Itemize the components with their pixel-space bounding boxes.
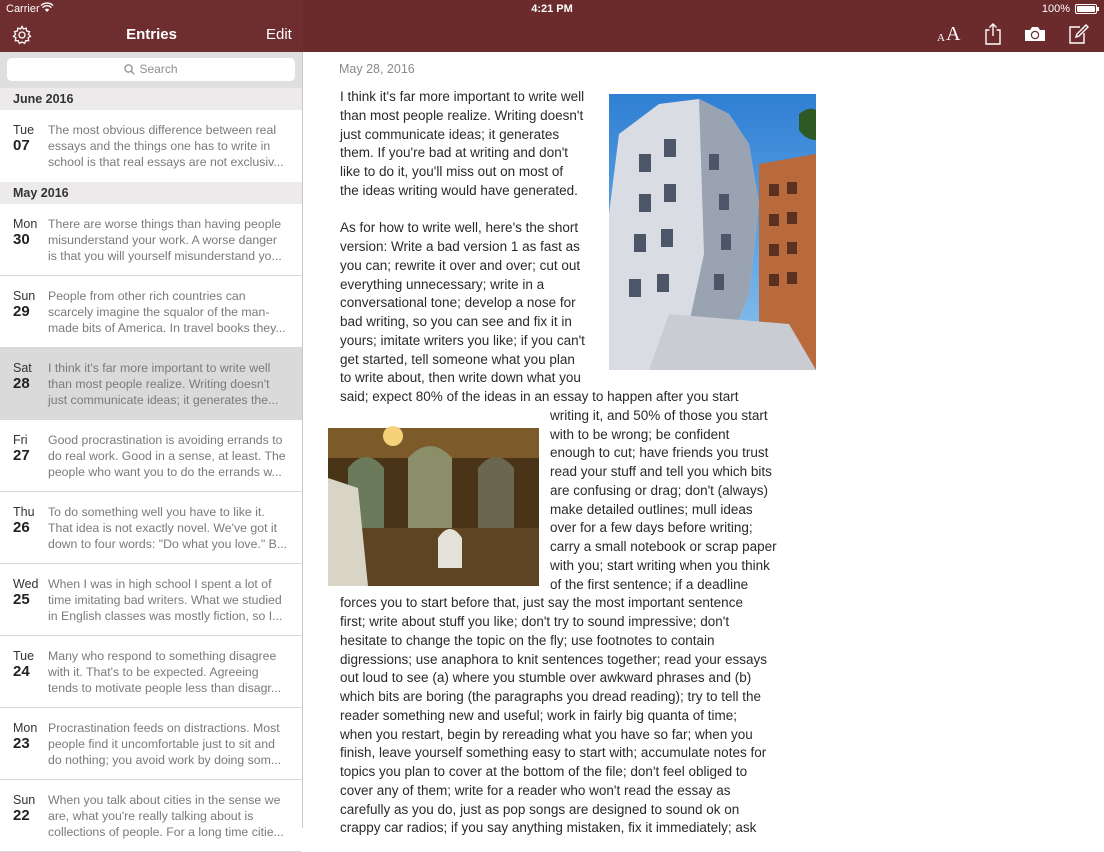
body-text-line: to write about, then write down what you xyxy=(340,370,581,386)
entry-weekday: Fri xyxy=(13,433,28,447)
body-text-line: cover any of them; write for a reader who won't read the essay as xyxy=(340,782,731,798)
body-text-line: with to be wrong; be confident xyxy=(550,426,730,442)
clock: 4:21 PM xyxy=(531,3,573,15)
entry-weekday: Sat xyxy=(13,361,32,375)
body-text-line: when you restart, begin by rereading what you have so far; when you xyxy=(340,726,753,742)
list-item[interactable] xyxy=(0,204,302,276)
entry-day: 29 xyxy=(13,303,30,320)
entry-weekday: Thu xyxy=(13,505,35,519)
body-text-line: writing it, and 50% of those you start xyxy=(550,407,768,423)
list-item[interactable] xyxy=(0,780,302,852)
list-item[interactable] xyxy=(0,420,302,492)
list-item[interactable] xyxy=(0,564,302,636)
search-placeholder: Search xyxy=(139,62,178,76)
body-text-line: digressions; use anaphora to knit sentences together; read your essays xyxy=(340,651,768,667)
entry-day: 30 xyxy=(13,231,30,248)
building-photo[interactable] xyxy=(609,94,816,370)
entry-weekday: Tue xyxy=(13,123,35,137)
body-text-line: everything unnecessary; write in a xyxy=(340,276,545,292)
list-item[interactable] xyxy=(0,636,302,708)
entry-day: 24 xyxy=(13,663,30,680)
entry-preview: When I was in high school I spent a lot of time imitating bad writers. What we studied in English classes was mostly fiction, so I... xyxy=(48,577,283,623)
entry-preview: I think it's far more important to write well than most people realize. Writing doesn't just communicate ideas; it generates the... xyxy=(48,361,279,407)
battery-percent: 100% xyxy=(1041,3,1070,15)
entry-day: 07 xyxy=(13,137,30,154)
body-text-line: forces you to start before that, just say the most important sentence xyxy=(340,595,743,611)
search-bar xyxy=(0,52,302,88)
body-text-line: first; write about stuff you like; don't try to sound impressive; don't xyxy=(340,614,730,629)
entry-day: 25 xyxy=(13,591,30,608)
entry-day: 28 xyxy=(13,375,30,392)
sidebar-title: Entries xyxy=(126,26,177,43)
carrier-label: Carrier xyxy=(6,3,40,15)
entry-day: 22 xyxy=(13,807,30,824)
entry-day: 26 xyxy=(13,519,30,536)
body-text-line: like to do it, you'll miss out on most of xyxy=(340,164,564,179)
entry-day: 27 xyxy=(13,447,30,464)
section-header: June 2016 xyxy=(0,88,302,110)
entry-preview: When you talk about cities in the sense we are, what you're really talking about is collections of people. For a long time citie... xyxy=(48,793,284,839)
entry-preview: Procrastination feeds on distractions. Most people find it uncomfortable just to sit and do nothing; you avoid work by doing som... xyxy=(48,721,282,767)
entry-detail xyxy=(304,52,1104,836)
library-photo[interactable] xyxy=(328,428,539,586)
list-item[interactable] xyxy=(0,708,302,780)
body-text-line: of the first sentence; if a deadline xyxy=(550,576,749,592)
body-text-line: bad writing, so you can see and fix it in xyxy=(340,314,572,329)
font-size-icon[interactable]: A A xyxy=(937,23,961,45)
list-item[interactable] xyxy=(0,348,302,420)
camera-icon[interactable] xyxy=(1023,22,1047,46)
body-text-line: said; expect 80% of the ideas in an essay to happen after you start xyxy=(340,389,739,404)
body-text-line: carefully as you do, just as pop songs are designed to sound ok on xyxy=(340,801,740,817)
entry-preview: Good procrastination is avoiding errands to do real work. Good in a sense, at least. The people who want you to do the errands w... xyxy=(48,433,286,479)
body-text-line: carry a small notebook or scrap paper xyxy=(550,539,777,554)
search-icon xyxy=(124,64,135,75)
entry-date: May 28, 2016 xyxy=(339,62,415,76)
body-text-line: you can; rewrite it over and over; cut out xyxy=(340,257,581,273)
body-text-line: topics you plan to cover at the bottom of the file; don't feel obliged to xyxy=(340,764,748,779)
battery-icon xyxy=(1075,4,1097,14)
status-bar xyxy=(0,0,1104,18)
entry-weekday: Mon xyxy=(13,217,38,231)
compose-icon[interactable] xyxy=(1067,22,1089,46)
body-text-line: conversational tone; develop a nose for xyxy=(340,295,576,311)
body-text-line: them. If you're bad at writing and don't xyxy=(340,145,569,161)
entry-weekday: Sun xyxy=(13,793,36,807)
body-text-line: hesitate to change the topic on the fly; use footnotes to contain xyxy=(340,632,715,648)
body-text-line: read your stuff and tell you which bits xyxy=(550,464,772,479)
search-input[interactable] xyxy=(7,58,295,81)
list-item[interactable] xyxy=(0,492,302,564)
body-text-line: out loud to see (a) where you stumble over awkward phrases and (b) xyxy=(340,670,752,686)
body-text-line: which bits are boring (the paragraphs you dread reading); try to tell the xyxy=(340,689,761,704)
body-text-line: As for how to write well, here's the short xyxy=(340,220,579,236)
body-text-line: make detailed outlines; mull ideas xyxy=(550,501,753,517)
body-text-line: with you; start writing when you think xyxy=(550,557,770,573)
body-text-line: than most people realize. Writing doesn't xyxy=(340,107,584,123)
entry-preview: To do something well you have to like it. That idea is not exactly novel. We've got it down to four words: "Do what you love." B... xyxy=(48,505,288,551)
entry-preview: There are worse things than having people misunderstand your work. A worse danger is that you will yourself misunderstand yo... xyxy=(48,217,282,263)
entry-weekday: Sun xyxy=(13,289,36,303)
entry-weekday: Tue xyxy=(13,649,35,663)
body-text-line: get started, tell someone what you plan xyxy=(340,351,575,367)
entry-weekday: Wed xyxy=(13,577,39,591)
entry-day: 23 xyxy=(13,735,30,752)
section-header: May 2016 xyxy=(0,182,302,204)
body-text-line: I think it's far more important to write well xyxy=(340,89,585,104)
entries-sidebar xyxy=(0,52,303,839)
entry-preview: People from other rich countries can scarcely imagine the squalor of the man- made bits of America. In travel books they... xyxy=(48,289,286,335)
body-text-line: enough to cut; have friends you trust xyxy=(550,445,769,461)
top-bar xyxy=(0,0,1104,52)
body-text-line: reader something new and useful; work in fairly big quanta of time; xyxy=(340,707,737,723)
body-text-line: yours; imitate writers you like; if you can't xyxy=(340,332,585,348)
edit-button[interactable]: Edit xyxy=(266,26,292,43)
body-text-line: the ideas writing would have generated. xyxy=(340,182,578,198)
body-text-line: finish, leave yourself something easy to start with; accumulate notes for xyxy=(340,745,767,761)
list-item[interactable] xyxy=(0,276,302,348)
body-text-line: version: Write a bad version 1 as fast as xyxy=(340,239,580,254)
share-icon[interactable] xyxy=(983,22,1003,46)
body-text-line: are confusing or drag; don't (always) xyxy=(550,482,768,498)
list-item[interactable] xyxy=(0,110,302,182)
body-text-line: just communicate ideas; it generates xyxy=(340,126,560,142)
body-text-line: over for a few days before writing; xyxy=(550,520,753,536)
entry-preview: Many who respond to something disagree with it. That's to be expected. Agreeing tends to motivate people less than disagr... xyxy=(48,649,282,695)
entry-preview: The most obvious difference between real essays and the things one has to write in school is that real essays are not exclusiv... xyxy=(48,123,284,169)
entry-weekday: Mon xyxy=(13,721,38,735)
body-text-line: crappy car radios; if you say anything mistaken, fix it immediately; ask xyxy=(340,820,757,836)
